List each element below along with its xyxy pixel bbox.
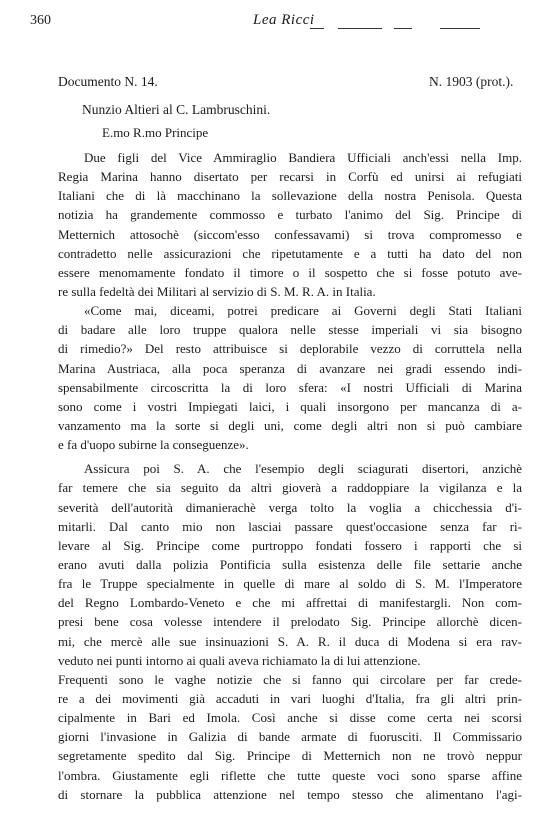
body-line: segretamente spedito dal Sig. Principe di Metternich non ne trovò neppur [58,748,522,764]
body-line: Regia Marina hanno disertato per recarsi in Corfù ed unirsi ai refugiati [58,169,522,185]
document-label: Documento N. 14. [58,74,158,89]
body-line: far temere che sia seguito da altri gioverà a raddoppiare la vigilanza e la [58,480,522,496]
body-line: di badare alle loro truppe qualora nelle stesse imperiali vi sia bisogno [58,322,522,338]
body-line: presi bene cosa volesse intendere il prelodato Sig. Principe allorchè dicen- [58,614,522,630]
body-line: e fa d'uopo subirne la conseguenze». [58,437,249,453]
body-line: mi, che mercè alle sue insinuazioni S. A. R. il duca di Modena si era rav- [58,633,522,649]
body-line: levare al Sig. Principe come purtroppo fondati fossero i rapporti che si [58,537,522,553]
body-line: notizia ha grandemente commosso e turbato l'animo del Sig. Principe di [58,207,522,223]
body-line: veduto nei punti intorno ai quali aveva richiamato la di lui attenzione. [58,652,421,668]
body-line: severità dell'autorità dimanierachè verga tolto la voglia a chicchessia d'i- [58,499,522,515]
body-line: giorni l'invasione in Galizia di bande armate di fuorusciti. Il Commissario [58,729,522,745]
body-line: di stornare la pubblica attenzione nel tempo stesso che alimentano l'agi- [58,786,522,802]
body-line: sono come i vostri Impiegati laici, i quali insorgono per mancanza di a- [58,398,522,414]
header-rule-4 [440,28,480,29]
body-line: Frequenti sono le vaghe notizie che si fanno qui circolare per far crede- [58,671,522,687]
letter-body [58,148,522,804]
body-line: di rimedio?» Del resto attribuisce si deplorabile vezzo di corruttela nella [58,341,522,357]
header-rule-3 [394,28,412,29]
body-line: Metternich attosochè (siccom'esso confessavami) si trova compromesso e [58,226,522,242]
body-line: fra le Truppe specialmente in quelle di mare al soldo di S. M. l'Imperatore [58,576,522,592]
sender-line: Nunzio Altieri al C. Lambruschini. [82,102,271,117]
body-line: spensabilmente circoscritta la di loro sfera: «I nostri Ufficiali di Marina [58,379,522,395]
body-line: re sulla fedeltà dei Militari al servizio di S. M. R. A. in Italia. [58,283,376,299]
header-rule-2 [338,28,382,29]
document-reference: N. 1903 (prot.). [429,74,514,89]
running-title: Lea Ricci [253,12,315,28]
body-line: Due figli del Vice Ammiraglio Bandiera Ufficiali anch'essi nella Imp. [84,150,522,165]
body-line: Marina Austriaca, alla poca speranza di avanzare nei gradi essendo indi- [58,360,522,376]
body-line: Assicura poi S. A. che l'esempio degli sciagurati disertori, anzichè [84,461,522,477]
salutation: E.mo R.mo Principe [102,125,209,140]
body-line: del Regno Lombardo-Veneto e che mi affrettai di manifestargli. Non com- [58,595,522,611]
page-number: 360 [30,13,51,28]
body-line: contradetto nelle assicurazioni che ripetutamente e a tutti ha dato del non [58,245,522,261]
body-line: cipalmente in Bari ed Imola. Così anche si disse come certa nei scorsi [58,710,522,726]
body-line: mitarli. Dal canto mio non lasciai passare quest'occasione senza far ri- [58,518,522,534]
body-line: vanzamento ma la sorte si degli uni, come degli altri non si può cambiare [58,417,522,433]
body-line: l'ombra. Giustamente egli riflette che tutte queste voci sono sparse affine [58,767,522,783]
body-line: erano avuti dalla polizia Pontificia sulla esistenza delle file settarie anche [58,556,522,572]
body-line: «Come mai, diceami, potrei predicare ai Governi degli Stati Italiani [84,303,522,319]
header-rule-1 [310,28,324,29]
body-line: essere menomamente fondato il timore o il sospetto che si fosse potuto ave- [58,264,522,280]
body-line: Italiani che di là macchinano la sollevazione della nostra Penisola. Questa [58,188,522,204]
body-line: re a dei movimenti già accaduti in vari luoghi d'Italia, fra gli altri prin- [58,690,522,706]
